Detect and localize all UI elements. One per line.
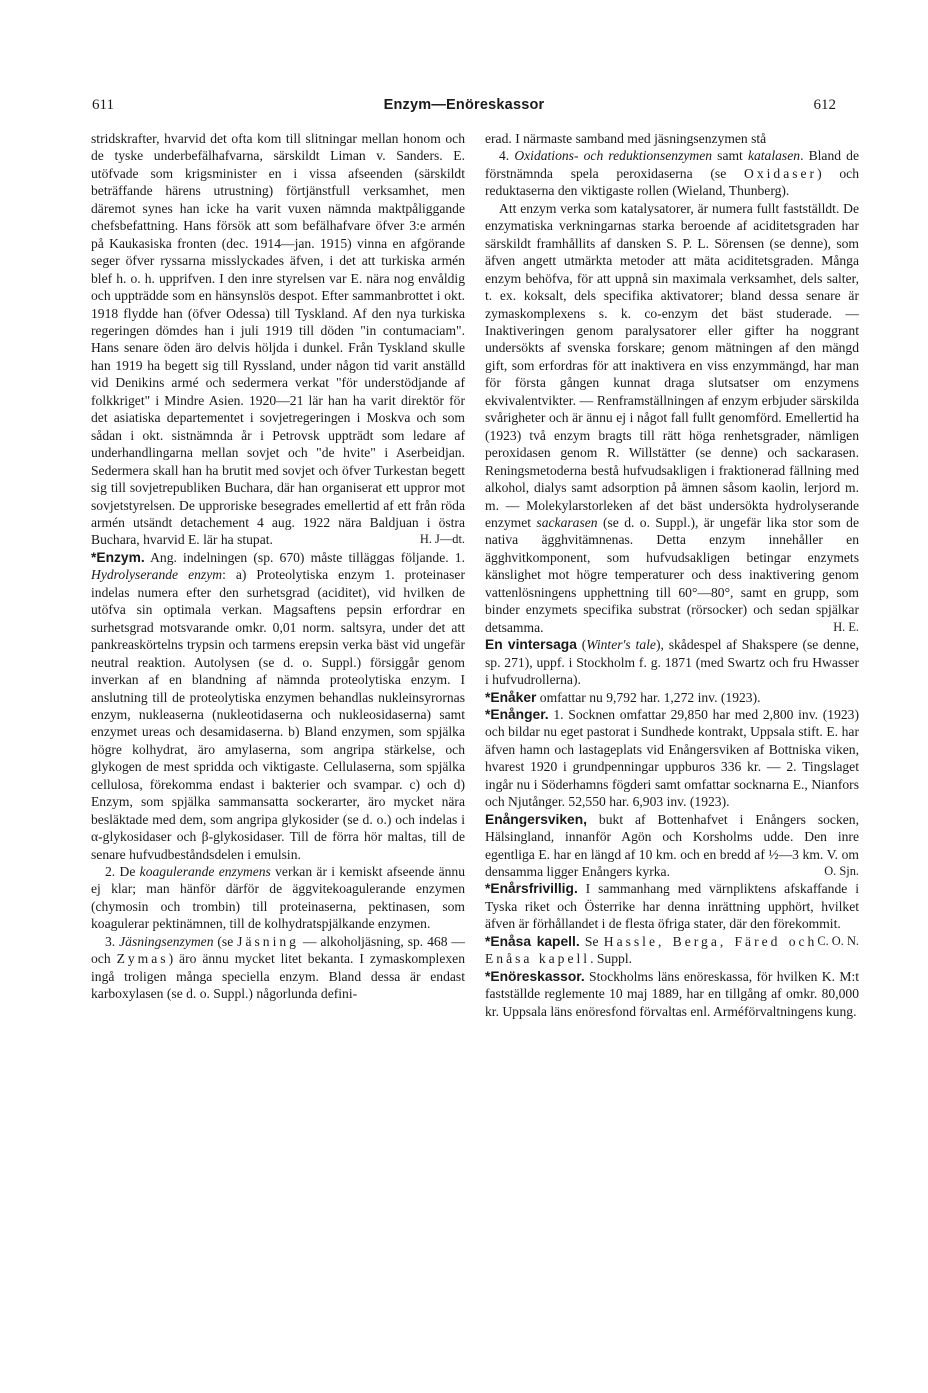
- author-signature: O. Sjn.: [824, 864, 859, 879]
- running-title: Enzym—Enöreskassor: [383, 97, 545, 113]
- article-paragraph: En vintersaga (Winter's tale), skådespel af Shakspere (se denne, sp. 271), uppf. i Stockholm f. g. 1871 (med Swartz och fru Hwasser i hufvudrollerna).: [485, 637, 860, 688]
- article-paragraph: Att enzym verka som katalysatorer, är numera fullt fastställdt. De enzymatiska verkningarnas starka beroende af aciditetsgraden har särskildt framhållits af dansken S. P. L. Sörensen (se denne), som äfven angett utmärkta metoder att mäta aciditetsgraden. Många enzym behöfva, för att uppnå sin maximala verksamhet, dels salter, t. ex. koksalt, dels specifika aktivatorer; bland dessa senare är zymaskomplexens s. k. co-enzym det bäst studerade. — Inaktiveringen genom paralysatorer eller gifter ha noggrant undersökts af svenska forskare; genom mätningen af den mängd gift, som erfordras för att inaktivera en viss enzymmängd, har man för första gången kunnat draga slutsatser om enzymens ekvivalentvikter. — Renframställningen af enzym erbjuder särskilda svårigheter och är ännu ej i något fall fullt genomförd. Emellertid ha (1923) två enzym bragts till rätt höga renhetsgrader, nämligen peroxidasen genom R. Willstätter (se denne) och sackarasen. Reningsmetoderna bestå hufvudsakligen i fraktionerad fällning med alkohol, dialys samt adsorption på ämnen såsom kaolin, lerjord m. m. — Molekylarstorleken af det bäst undersökta hydrolyserande enzymet sackarasen (se d. o. Suppl.), är ungefär lika stor som de nativa ägghvitämnenas. Detta enzym innehåller en ägghvitkomponent, som hufvudsakligen betingar enzymets känslighet mot högre temperaturer och dess inaktivering genom vattenlösningens upphettning till 60°—80°, samt en grupp, som binder enzymets specifika substrat (rörsocker) och sedan spjälkar detsamma. H. E.: [485, 200, 859, 635]
- article-paragraph: 2. De koagulerande enzymens verkan är i kemiskt afseende ännu ej klar; man hänför därför de äggvitekoagulerande enzymen (chymosin och trombin) till proteinaserna, pektinasen, som koagulerar pektinämnen, till de kolhydratspjälkande enzymen.: [91, 864, 466, 932]
- left-column: [91, 130, 465, 1003]
- headword: En vintersaga: [485, 637, 577, 653]
- author-signature: C. O. N.: [817, 933, 859, 948]
- article-paragraph: *Enåker omfattar nu 9,792 har. 1,272 inv. (1923).: [485, 689, 761, 705]
- headword: *Enzym.: [91, 549, 145, 565]
- article-paragraph: 3. Jäsningsenzymen (se Jäsning — alkoholjäsning, sp. 468 — och Zymas) äro ännu mycket litet bekanta. I zymaskomplexen ingå troligen många speciella enzym. Bland dessa är endast karboxylasen (se d. o. Suppl.) någorlunda defini-: [91, 933, 465, 1002]
- right-column: [485, 130, 859, 1020]
- author-signature: H. E.: [833, 619, 859, 634]
- headword: *Enöreskassor.: [485, 968, 585, 984]
- article-paragraph: *Enårsfrivillig. I sammanhang med värnpliktens afskaffande i Tyska riket och Österrike har denna inrättning upphört, hvilket äfven är förhållandet i de flesta öfriga stater, där den förekommit. C. O. N.: [485, 880, 859, 932]
- article-paragraph: 4. Oxidations- och reduktionsenzymen samt katalasen. Bland de förstnämnda spela peroxidaserna (se Oxidaser) och reduktaserna den viktigaste rollen (Wieland, Thunberg).: [485, 148, 859, 199]
- article-paragraph: *Enåsa kapell. Se Hassle, Berga, Färed och Enåsa kapell. Suppl.: [485, 933, 818, 967]
- headword: *Enånger.: [485, 706, 549, 722]
- author-signature: H. J—dt.: [419, 532, 465, 547]
- article-paragraph: *Enånger. 1. Socknen omfattar 29,850 har med 2,800 inv. (1923) och bildar nu eget pastorat i Sundhede kontrakt, Uppsala stift. E. har äfven hamn och lastageplats vid Enångersviken af Bottniska viken, hvarest 1920 i grundpenningar uppburos 336 kr. — 2. Tingslaget ingår nu i Söderhamns fögderi samt omfattar socknarna E., Nianfors och Njutånger. 52,550 har. 6,903 inv. (1923).: [485, 706, 859, 810]
- article-paragraph: stridskrafter, hvarvid det ofta kom till slitningar mellan honom och de tyske underbefälhafvarna, särskildt Liman v. Sanders. E. utöfvade som krigsminister en i vissa afseenden (särskildt beträffande härens utrustning) förtjänstfull verksamhet, men däremot synes han icke ha varit vuxen nämnda maktpåliggande chefsbefattning. Hans försök att som befälhafvare öfver 3:e armén på Kaukasiska fronten (dec. 1914—jan. 1915) vinna en afgörande seger öfver ryssarna misslyckades äfven, i det att turkiska armén blef h. o. h. upprifven. I den inre styrelsen var E. nära nog envåldig och uppträdde som en hänsynslös despot. Efter sammanbrottet i okt. 1918 flydde han (öfver Odessa) till Tyskland. Af den nya turkiska regeringen dömdes han i juli 1919 till döden "in contumaciam". Hans senare öden äro delvis höljda i dunkel. Från Tyskland skulle han 1919 ha begett sig till Ryssland, under någon tid varit anställd vid Denikins armé och sedermera verkat "för understödjande af folkkriget" i Mindre Asien. 1920—21 lär han ha varit direktör för det asiatiska departementet i sovjetregeringen i Moskva och som sådan i okt. sistnämnda år i Petrovsk uppträdt som ledare af underhandlingarna mellan sovjet och "de hvite" i Aserbeidjan. Sedermera skall han ha brutit med sovjet och öfver Turkestan begett sig till sovjetrepubliken Buchara, där han organiserat ett uppror mot sovjetstyrelsen. De upproriske besegrades emellertid af ett från röda armén utsändt detachement 4 aug. 1922 nära Baldjuan i östra Buchara, hvarvid E. lär ha stupat. H. J—dt.: [91, 131, 465, 548]
- headword: *Enåker: [485, 689, 537, 705]
- article-paragraph: Enångersviken, bukt af Bottenhafvet i Enångers socken, Hälsingland, innanför Agön och Korsholms udde. Den inre egentliga E. har en längd af 10 km. och en bredd af ½—3 km. V. om densamma ligger Enångers kyrka. O. Sjn.: [485, 811, 859, 880]
- article-paragraph: *Enöreskassor. Stockholms läns enöreskassa, för hvilken K. M:t fastställde reglemente 10 maj 1889, har en tillgång af omkr. 80,000 kr. Uppsala läns enöresfond förvaltas enl. Arméförvaltningens kung.: [485, 968, 859, 1019]
- article-paragraph: erad. I närmaste samband med jäsningsenzymen stå: [485, 131, 767, 146]
- headword: *Enåsa kapell.: [485, 933, 580, 949]
- left-page-number: 611: [92, 97, 114, 113]
- headword: *Enårsfrivillig.: [485, 881, 578, 897]
- right-page-number: 612: [813, 97, 836, 113]
- article-paragraph: *Enzym. Ang. indelningen (sp. 670) måste tilläggas följande. 1. Hydrolyserande enzym: a) Proteolytiska enzym 1. proteinaser indelas numera efter den surhetsgrad (aciditet), vid hvilken de utöfva sin optimala verkan. Magsaftens pepsin erfordrar en surhetsgrad motsvarande omkr. 0,01 norm. saltsyra, under det att pankreaskörtelns trypsin och tarmens erepsin verka bäst vid ungefär neutral reaktion. Autolysen (se d. o. Suppl.) försiggår genom inverkan af en blandning af nämnda proteolytiska enzym. I anslutning till de proteolytiska enzymen behandlas nukleinsyrornas enzym, nukleaserna (nukleotidaserna och nukleosidaserna) samt enzymet ureas och desamidaserna. b) Bland enzymen, som spjälka högre kolhydrat, äro amylaserna, som angripa stärkelse, och glykogen de mest spridda och viktigaste. Cellulaserna, som spjälka cellulosa, förekomma endast i bakterier och svampar. c) och d) Enzym, som spjälka sammansatta sockerarter, äro mycket nära besläktade med dem, som angripa glykosider (se d. o.) och indelas i α-glykosidaser och β-glykosidaser. Till de förra hör maltas, till de senare hufvudbeståndsdelen i emulsin.: [91, 549, 465, 862]
- headword: Enångersviken,: [485, 811, 587, 827]
